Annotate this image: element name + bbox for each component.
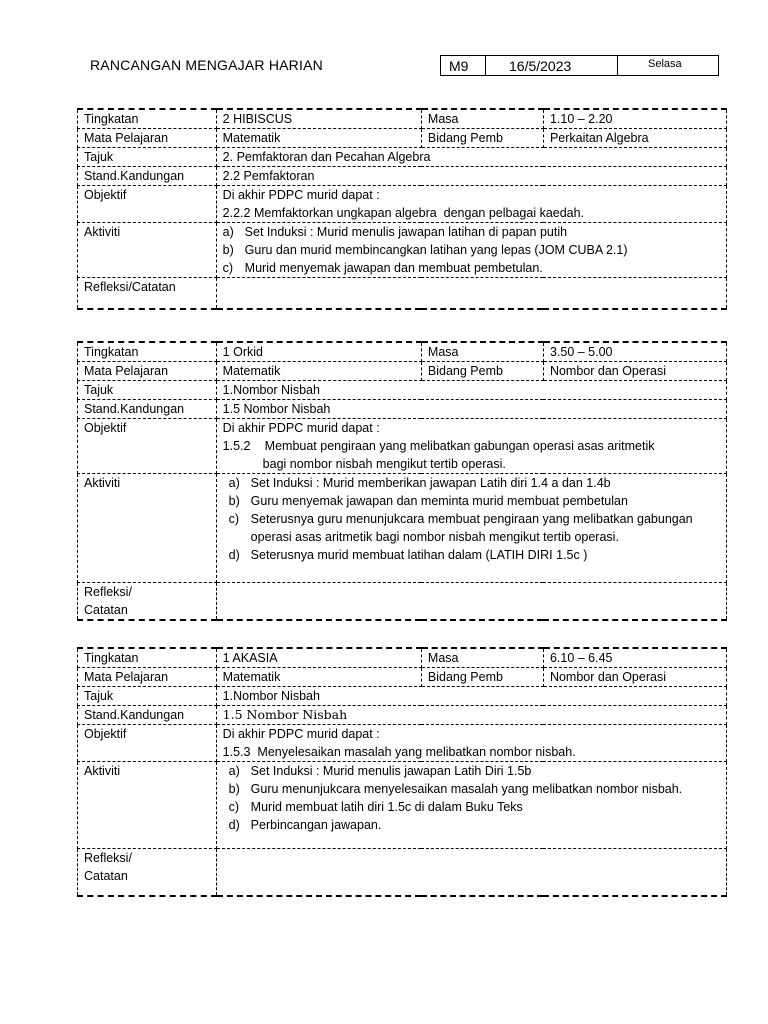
class-code-box — [440, 55, 486, 76]
stand-value: 2.2 Pemfaktoran — [216, 167, 726, 186]
label-aktiviti: Aktiviti — [78, 474, 217, 583]
aktiviti-item: d) Perbincangan jawapan. — [228, 818, 382, 832]
aktiviti-list — [223, 223, 720, 277]
aktiviti-list — [229, 474, 720, 564]
day-box — [618, 55, 719, 76]
label-masa: Masa — [421, 648, 543, 668]
label-tingkatan: Tingkatan — [78, 648, 217, 668]
objektif-cell — [216, 186, 726, 223]
label-mata-pelajaran: Mata Pelajaran — [78, 362, 217, 381]
label-masa: Masa — [421, 109, 543, 129]
refleksi-value — [216, 583, 726, 621]
tingkatan-value: 2 HIBISCUS — [216, 109, 421, 129]
aktiviti-cell — [216, 474, 726, 583]
tingkatan-value: 1 AKASIA — [216, 648, 421, 668]
aktiviti-cell — [216, 223, 726, 278]
refleksi-value — [216, 278, 726, 310]
aktiviti-item: b) Guru menyemak jawapan dan meminta murid membuat pembetulan — [228, 494, 628, 508]
mata-pelajaran-value: Matematik — [216, 668, 421, 687]
objektif-cell — [216, 725, 726, 762]
objektif-intro: Di akhir PDPC murid dapat : — [222, 421, 380, 435]
label-mata-pelajaran: Mata Pelajaran — [78, 668, 217, 687]
lesson-table-3 — [77, 647, 727, 897]
aktiviti-item: a) Set Induksi : Murid menulis jawapan latihan di papan putih — [222, 225, 568, 239]
lesson-table-2 — [77, 341, 727, 621]
tingkatan-value: 1 Orkid — [216, 342, 421, 362]
label-masa: Masa — [421, 342, 543, 362]
objektif-text: Menyelesaikan masalah yang melibatkan nombor nisbah. — [250, 745, 576, 759]
label-mata-pelajaran: Mata Pelajaran — [78, 129, 217, 148]
label-bidang: Bidang Pemb — [421, 129, 543, 148]
aktiviti-list — [229, 762, 720, 834]
stand-value: 1.5 Nombor Nisbah — [216, 400, 726, 419]
lesson-table-1 — [77, 108, 727, 310]
label-tingkatan: Tingkatan — [78, 109, 217, 129]
label-objektif: Objektif — [78, 186, 217, 223]
document-title: RANCANGAN MENGAJAR HARIAN — [90, 57, 323, 73]
label-refleksi: Refleksi/Catatan — [78, 278, 217, 310]
label-objektif: Objektif — [78, 725, 217, 762]
objektif-cell — [216, 419, 726, 474]
mata-pelajaran-value: Matematik — [216, 129, 421, 148]
bidang-value: Nombor dan Operasi — [543, 362, 726, 381]
date-box — [486, 55, 618, 76]
tajuk-value: 1.Nombor Nisbah — [216, 687, 726, 706]
class-code: M9 — [449, 57, 469, 74]
label-aktiviti: Aktiviti — [78, 223, 217, 278]
label-stand: Stand.Kandungan — [78, 400, 217, 419]
label-objektif: Objektif — [78, 419, 217, 474]
objektif-code: 1.5.3 — [222, 745, 251, 759]
aktiviti-item: d) Seterusnya murid membuat latihan dalam (LATIH DIRI 1.5c ) — [228, 548, 588, 562]
aktiviti-item: a) Set Induksi : Murid menulis jawapan Latih Diri 1.5b — [228, 764, 532, 778]
mata-pelajaran-value: Matematik — [216, 362, 421, 381]
tajuk-value: 1.Nombor Nisbah — [216, 381, 726, 400]
stand-value: 1.5 Nombor Nisbah — [216, 706, 726, 725]
bidang-value: Nombor dan Operasi — [543, 668, 726, 687]
aktiviti-item: b) Guru menunjukcara menyelesaikan masalah yang melibatkan nombor nisbah. — [228, 782, 683, 796]
objektif-intro: Di akhir PDPC murid dapat : — [222, 188, 380, 202]
objektif-text: Memfaktorkan ungkapan algebra dengan pelbagai kaedah. — [250, 206, 585, 220]
aktiviti-item: b) Guru dan murid membincangkan latihan yang lepas (JOM CUBA 2.1) — [222, 243, 628, 257]
label-tajuk: Tajuk — [78, 687, 217, 706]
label-bidang: Bidang Pemb — [421, 362, 543, 381]
masa-value: 3.50 – 5.00 — [543, 342, 726, 362]
aktiviti-item: c) Murid menyemak jawapan dan membuat pembetulan. — [222, 261, 543, 275]
objektif-intro: Di akhir PDPC murid dapat : — [222, 727, 380, 741]
label-refleksi: Refleksi/ Catatan — [78, 849, 217, 897]
label-stand: Stand.Kandungan — [78, 167, 217, 186]
day: Selasa — [648, 58, 682, 70]
label-aktiviti: Aktiviti — [78, 762, 217, 849]
objektif-code: 1.5.2 — [222, 439, 251, 453]
objektif-line — [223, 743, 720, 761]
bidang-value: Perkaitan Algebra — [543, 129, 726, 148]
aktiviti-item: c) Murid membuat latih diri 1.5c di dalam Buku Teks — [228, 800, 523, 814]
objektif-line — [223, 437, 720, 455]
masa-value: 6.10 – 6.45 — [543, 648, 726, 668]
objektif-text: Membuat pengiraan yang melibatkan gabungan operasi asas aritmetik — [264, 439, 655, 453]
date: 16/5/2023 — [509, 57, 572, 74]
objektif-line — [223, 204, 720, 222]
tajuk-value: 2. Pemfaktoran dan Pecahan Algebra — [216, 148, 726, 167]
aktiviti-item: c) Seterusnya guru menunjukcara membuat pengiraan yang melibatkan gabungan operasi asas aritmetik bagi nombor nisbah mengikut tertib operasi. — [228, 512, 693, 544]
label-refleksi: Refleksi/ Catatan — [78, 583, 217, 621]
label-stand: Stand.Kandungan — [78, 706, 217, 725]
refleksi-value — [216, 849, 726, 897]
aktiviti-item: a) Set Induksi : Murid memberikan jawapan Latih diri 1.4 a dan 1.4b — [228, 476, 611, 490]
objektif-code: 2.2.2 — [222, 206, 251, 220]
label-bidang: Bidang Pemb — [421, 668, 543, 687]
label-tajuk: Tajuk — [78, 381, 217, 400]
label-tajuk: Tajuk — [78, 148, 217, 167]
masa-value: 1.10 – 2.20 — [543, 109, 726, 129]
objektif-text-cont: bagi nombor nisbah mengikut tertib operasi. — [262, 457, 506, 471]
label-tingkatan: Tingkatan — [78, 342, 217, 362]
aktiviti-cell — [216, 762, 726, 849]
